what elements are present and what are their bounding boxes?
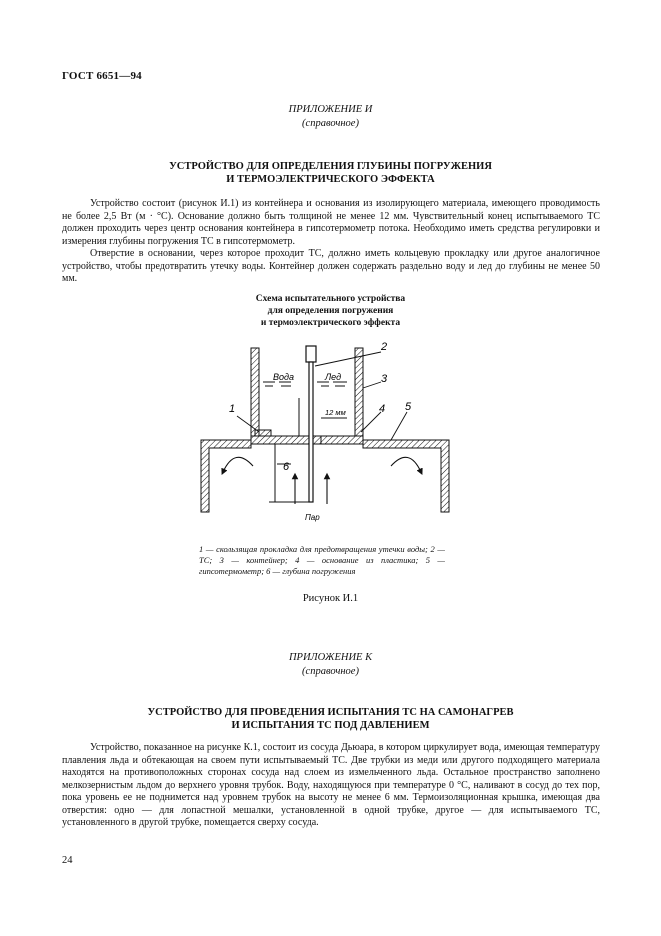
label-steam: Пар: [305, 513, 320, 522]
tc-head: [306, 346, 316, 362]
appendix-k-body: [62, 742, 600, 830]
callout-6: 6: [283, 461, 290, 473]
appendix-i-body: [62, 198, 600, 286]
callout-5: 5: [405, 401, 412, 413]
callout-3: 3: [381, 373, 388, 385]
appendix-k-title-line2: И ИСПЫТАНИЯ ТС ПОД ДАВЛЕНИЕМ: [231, 720, 430, 731]
appendix-k-title-line1: УСТРОЙСТВО ДЛЯ ПРОВЕДЕНИЯ ИСПЫТАНИЯ ТС НА САМОНАГРЕВ: [147, 707, 514, 718]
appendix-i-note: (справочное): [302, 118, 359, 129]
leader-lines: [237, 352, 407, 440]
appendix-i-paragraph-2: Отверстие в основании, через которое проходит ТС, должно иметь кольцевую прокладку или другое аналогичное устройство, чтобы предотвратить утечку воды. Контейнер должен содержать раздельно воду и лед до глубины не менее 50 мм.: [62, 248, 600, 284]
test-device-diagram: [195, 336, 455, 536]
label-water: Вода: [273, 372, 294, 382]
figure-title-line3: и термоэлектрического эффекта: [260, 318, 401, 328]
appendix-i-paragraph-1: Устройство состоит (рисунок И.1) из контейнера и основания из изолирующего материала, имеющего проводимость не более 2,5 Вт (м · °С). Основание должно быть толщиной не менее 12 мм. Чувствительный конец испытываемого ТС должен проходить через центр основания контейнера в гипсотермометр потока. Необходимо иметь средства регулировки и измерения глубины погружения ТС в гипсотермометр.: [62, 198, 600, 247]
appendix-i-label: ПРИЛОЖЕНИЕ И: [288, 104, 373, 115]
callout-2: 2: [381, 341, 388, 353]
figure-title-line2: для определения погружения: [267, 306, 394, 316]
figure-title-line1: Схема испытательного устройства: [255, 294, 406, 304]
base-plate: [251, 436, 363, 444]
appendix-k-paragraph-1: Устройство, показанное на рисунке К.1, состоит из сосуда Дьюара, в котором циркулирует вода, имеющая температуру плавления льда и обтекающая на своем пути испытываемый ТС. Две трубки из меди или другого подходящего материала находятся на противоположных сторонах сосуда над слоем из измельченного льда. Остальное пространство заполнено мелкозернистым льдом до верхнего уровня трубок. Воду, находящуюся при температуре 0 °С, наливают в сосуд до тех пор, пока уровень ее не поднимется над уровнем трубок на высоту не менее 6 мм. Термоизоляционная крышка, имеющая два отверстия: одно — для лопастной мешалки, установленной в одной трубке, другое — для испытываемого ТС, установленного в другой трубке, помещается сверху сосуда.: [62, 742, 600, 828]
figure-legend: 1 — скользящая прокладка для предотвращения утечки воды; 2 — ТС; 3 — контейнер; 4 — основание из пластика; 5 — гипсотермометр; 6 — глубина погружения: [199, 544, 445, 576]
tc-probe: [309, 362, 313, 502]
appendix-k-label: ПРИЛОЖЕНИЕ К: [288, 652, 373, 663]
container-left-wall: [251, 348, 259, 436]
steam-flow-arrows: [223, 457, 421, 504]
container-right-wall: [355, 348, 363, 436]
label-12mm: 12 мм: [325, 408, 346, 417]
appendix-k-note: (справочное): [302, 666, 359, 677]
page-number: 24: [62, 855, 73, 866]
label-ice: Лед: [325, 372, 342, 382]
document-header: ГОСТ 6651—94: [62, 70, 142, 82]
hypsometer-right: [363, 440, 449, 512]
callout-4: 4: [379, 403, 386, 415]
figure-caption: Рисунок И.1: [302, 593, 359, 604]
immersion-depth-dimension: [269, 444, 309, 502]
callout-1: 1: [229, 403, 236, 415]
hypsometer-left: [201, 440, 251, 512]
appendix-i-title-line1: УСТРОЙСТВО ДЛЯ ОПРЕДЕЛЕНИЯ ГЛУБИНЫ ПОГРУЖЕНИЯ: [169, 161, 492, 172]
appendix-i-title-line2: И ТЕРМОЭЛЕКТРИЧЕСКОГО ЭФФЕКТА: [226, 174, 435, 185]
